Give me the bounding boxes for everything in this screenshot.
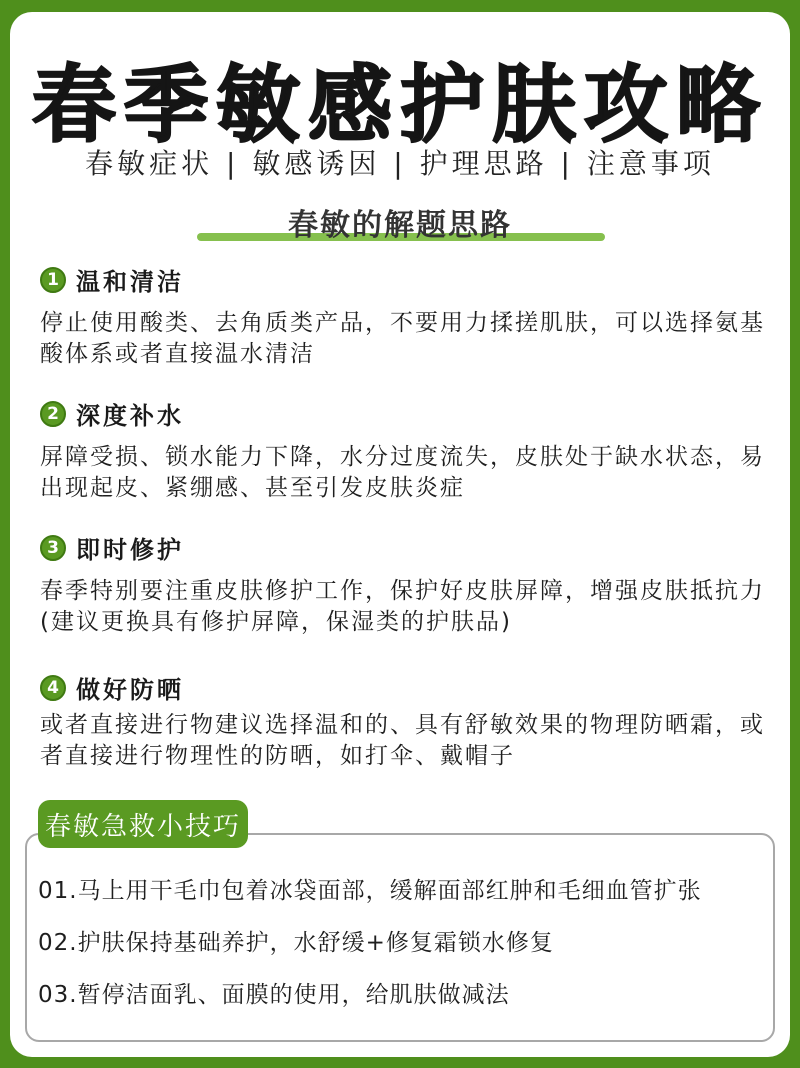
number-badge: 4 [40, 675, 66, 701]
item-title: 温和清洁 [76, 268, 184, 296]
item-title: 做好防晒 [76, 676, 184, 704]
number-badge: 3 [40, 535, 66, 561]
subtitle: 春敏症状 | 敏感诱因 | 护理思路 | 注意事项 [85, 147, 715, 180]
item-title: 深度补水 [76, 402, 184, 430]
item-text-3: 春季特别要注重皮肤修护工作，保护好皮肤屏障，增强皮肤抵抗力(建议更换具有修护屏障，保湿类的护肤品) [40, 578, 765, 635]
item-heading-2 [40, 396, 184, 431]
section-heading: 春敏的解题思路 [288, 208, 512, 243]
tips-label: 春敏急救小技巧 [38, 800, 248, 848]
number-badge: 1 [40, 267, 66, 293]
page-title: 春季敏感护肤攻略 [31, 56, 768, 154]
item-heading-4 [40, 670, 184, 705]
item-text-2: 屏障受损、锁水能力下降，水分过度流失，皮肤处于缺水状态，易出现起皮、紧绷感、甚至引发皮肤炎症 [40, 444, 765, 501]
number-badge: 2 [40, 401, 66, 427]
item-heading-3 [40, 530, 184, 565]
tip-item-3: 03.暂停洁面乳、面膜的使用，给肌肤做减法 [38, 982, 510, 1008]
item-text-4: 或者直接进行物建议选择温和的、具有舒敏效果的物理防晒霜，或者直接进行物理性的防晒，如打伞、戴帽子 [40, 712, 765, 769]
item-title: 即时修护 [76, 536, 184, 564]
tip-item-1: 01.马上用干毛巾包着冰袋面部，缓解面部红肿和毛细血管扩张 [38, 878, 702, 904]
tip-item-2: 02.护肤保持基础养护，水舒缓+修复霜锁水修复 [38, 930, 554, 956]
item-heading-1 [40, 262, 184, 297]
item-text-1: 停止使用酸类、去角质类产品，不要用力揉搓肌肤，可以选择氨基酸体系或者直接温水清洁 [40, 310, 765, 367]
